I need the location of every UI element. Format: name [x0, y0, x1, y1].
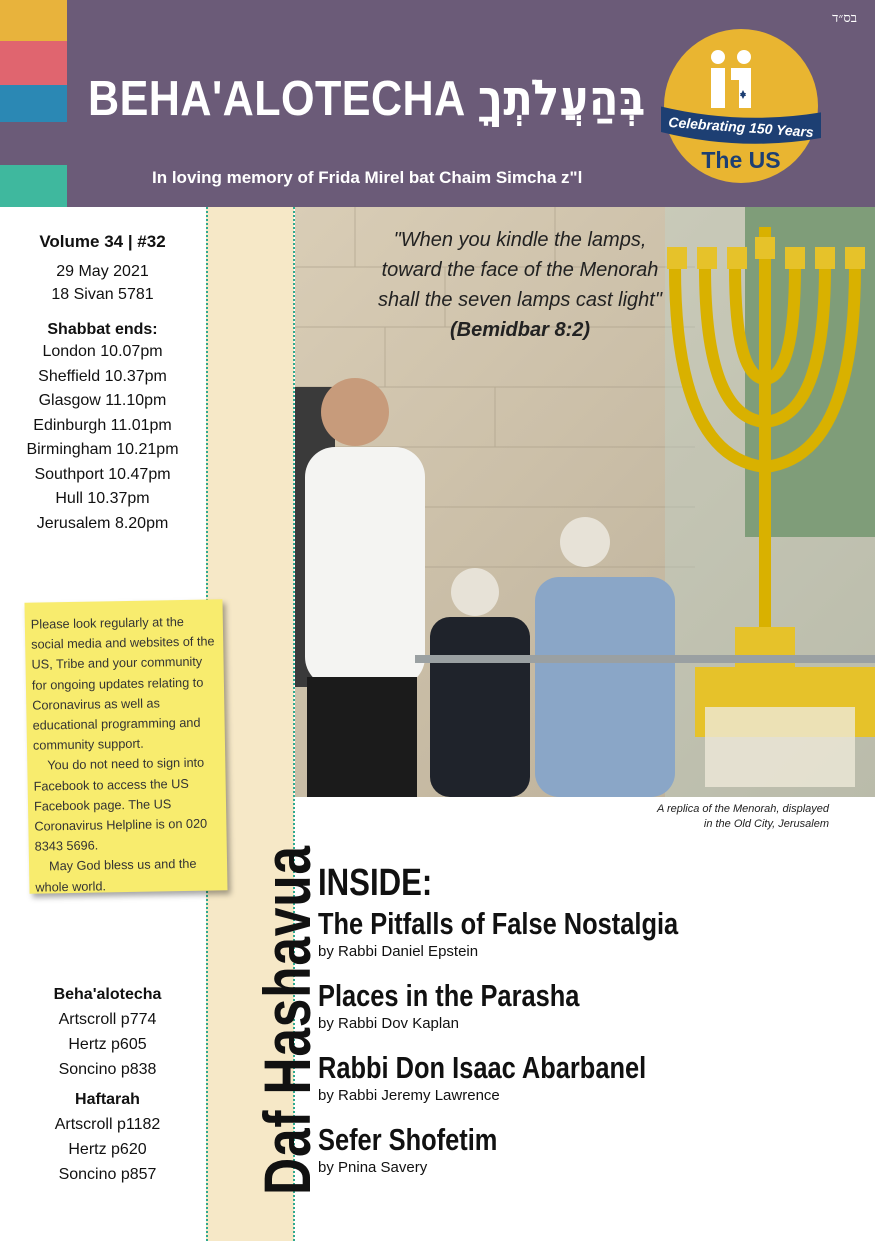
article-author: by Rabbi Daniel Epstein — [318, 943, 479, 960]
logo-the-us-text: The US — [701, 147, 781, 173]
shabbat-time-london: London 10.07pm — [42, 343, 163, 360]
photo-caption-line-1: A replica of the Menorah, displayed — [656, 803, 829, 815]
article-title: Places in the Parasha — [318, 978, 580, 1013]
quote-citation: (Bemidbar 8:2) — [449, 319, 591, 341]
memorial-dedication: In loving memory of Frida Mirel bat Chaim Simcha z"l — [152, 168, 583, 187]
coronavirus-notice — [24, 599, 227, 893]
color-stripe-pink — [0, 41, 67, 85]
notice-paragraph-3: May God bless us and the whole world. — [35, 857, 197, 895]
parasha-ref-hertz: Hertz p605 — [68, 1036, 147, 1053]
color-stripe-blue — [0, 85, 67, 122]
shabbat-ends-heading: Shabbat ends: — [47, 321, 158, 338]
color-stripe-teal — [0, 165, 67, 207]
inside-heading: INSIDE: — [318, 862, 433, 904]
logo-ribbon-text: Celebrating 150 Years — [667, 113, 815, 141]
article-title: Rabbi Don Isaac Abarbanel — [318, 1050, 647, 1085]
haftarah-ref-soncino: Soncino p857 — [58, 1166, 157, 1183]
daf-hashavua-title: Daf Hashavua — [250, 845, 324, 1195]
issue-hebrew-date: 18 Sivan 5781 — [51, 286, 154, 303]
photo-caption — [657, 802, 829, 832]
parasha-title — [88, 70, 646, 127]
parasha-ref-soncino: Soncino p838 — [58, 1061, 157, 1078]
bsd-mark: בס״ד — [832, 11, 857, 26]
photo-caption-line-2: in the Old City, Jerusalem — [703, 818, 829, 830]
parasha-title-hebrew: בְּהַעֲלֹתְךָ — [478, 70, 646, 127]
shabbat-time-southport: Southport 10.47pm — [34, 465, 171, 483]
haftarah-ref-heading: Haftarah — [75, 1091, 140, 1108]
article-2[interactable] — [318, 978, 858, 1034]
shabbat-time-birmingham: Birmingham 10.21pm — [26, 441, 179, 458]
shabbat-time-sheffield: Sheffield 10.37pm — [38, 367, 167, 385]
reading-references — [0, 983, 215, 1187]
quote-text: "When you kindle the lamps, toward the face of the Menorah shall the seven lamps cast light" — [378, 229, 662, 311]
shabbat-times-list — [0, 340, 205, 536]
us-150-years-logo — [661, 28, 821, 188]
article-4[interactable] — [318, 1122, 858, 1178]
article-title: The Pitfalls of False Nostalgia — [318, 906, 679, 941]
shabbat-time-jerusalem: Jerusalem 8.20pm — [36, 514, 169, 532]
haftarah-ref-hertz: Hertz p620 — [68, 1141, 147, 1158]
shabbat-time-edinburgh: Edinburgh 11.01pm — [33, 416, 172, 434]
shabbat-time-glasgow: Glasgow 11.10pm — [38, 392, 167, 409]
article-3[interactable] — [318, 1050, 858, 1106]
volume-number: Volume 34 | #32 — [39, 232, 166, 251]
issue-date: 29 May 2021 — [56, 263, 149, 280]
torah-quote — [370, 225, 670, 345]
notice-paragraph-1: Please look regularly at the social media and websites of the US, Tribe and your community for ongoing updates relating to Coronavirus as well as educational programming and community support. — [30, 614, 215, 753]
parasha-title-english: BEHA'ALOTECHA — [88, 72, 466, 126]
issue-info — [0, 207, 205, 536]
inside-contents — [318, 860, 858, 1194]
parasha-ref-heading: Beha'alotecha — [53, 986, 162, 1003]
haftarah-ref-artscroll: Artscroll p1182 — [54, 1116, 161, 1133]
article-author: by Rabbi Jeremy Lawrence — [318, 1087, 500, 1104]
article-author: by Rabbi Dov Kaplan — [318, 1015, 459, 1032]
shabbat-time-hull: Hull 10.37pm — [55, 490, 150, 507]
notice-paragraph-2: You do not need to sign into Facebook to access the US Facebook page. The US Coronavirus Helpline is on 020 8343 5696. — [33, 756, 208, 854]
color-stripe-yellow — [0, 0, 67, 41]
article-author: by Pnina Savery — [318, 1159, 428, 1176]
article-title: Sefer Shofetim — [318, 1122, 498, 1157]
issue-dates — [0, 260, 205, 306]
article-1[interactable] — [318, 906, 858, 962]
parasha-ref-artscroll: Artscroll p774 — [58, 1011, 157, 1028]
